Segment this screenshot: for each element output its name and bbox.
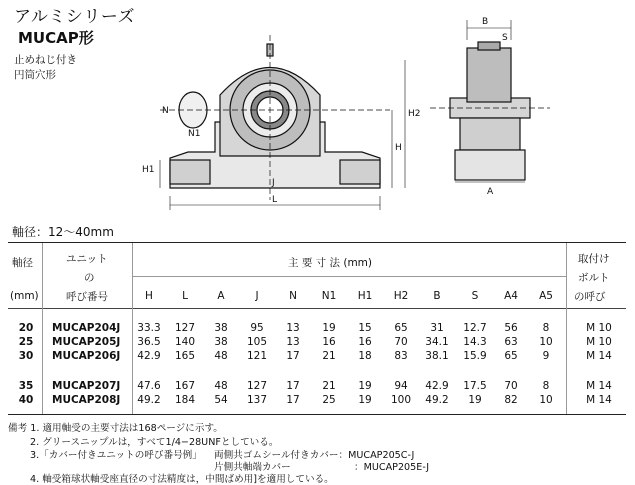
row-dim-h: 33.3 bbox=[137, 322, 161, 334]
row-dim-a: 38 bbox=[214, 322, 228, 334]
note-1: 備考 1. 適用軸受の主要寸法は168ページに示す。 bbox=[8, 423, 223, 434]
label-H1: H1 bbox=[142, 165, 155, 175]
row-dim-l: 127 bbox=[174, 322, 196, 334]
note-3-cover-end: 片側共軸端カバー bbox=[214, 462, 291, 473]
header-dim-n1: N1 bbox=[321, 290, 337, 302]
row-dim-j: 127 bbox=[246, 380, 268, 392]
technical-drawing bbox=[130, 10, 570, 215]
row-dim-h2: 100 bbox=[390, 394, 412, 406]
row-dim-h1: 16 bbox=[358, 336, 372, 348]
label-L: L bbox=[272, 195, 278, 205]
row-dim-a5: 10 bbox=[539, 394, 553, 406]
header-unit-2: の bbox=[84, 272, 95, 284]
label-J: J bbox=[272, 178, 275, 188]
row-dim-n1: 19 bbox=[322, 322, 336, 334]
model-series: MUCAP形 bbox=[18, 29, 94, 47]
row-dim-h2: 94 bbox=[394, 380, 408, 392]
row-dim-n: 13 bbox=[286, 336, 300, 348]
row-dim-j: 105 bbox=[246, 336, 268, 348]
row-bolt: M 14 bbox=[586, 380, 612, 392]
row-dim-a4: 63 bbox=[504, 336, 518, 348]
label-H2: H2 bbox=[408, 109, 421, 119]
label-N: N bbox=[162, 106, 169, 116]
label-S: S bbox=[502, 33, 508, 43]
note-3-cover-end-code: ：MUCAP205E-J bbox=[354, 462, 430, 473]
header-dim-a5: A5 bbox=[539, 290, 553, 302]
note-3: 3.「カバー付きユニットの呼び番号例」 bbox=[30, 450, 202, 461]
row-dim-j: 137 bbox=[246, 394, 268, 406]
row-dim-a: 54 bbox=[214, 394, 228, 406]
row-shaft-diameter: 30 bbox=[18, 350, 34, 362]
row-dim-s: 14.3 bbox=[463, 336, 487, 348]
note-4: 4. 軸受箱球状軸受座直径の寸法精度は，中間ばめ用]を適用している。 bbox=[30, 474, 334, 485]
row-dim-n1: 25 bbox=[322, 394, 336, 406]
row-dim-l: 140 bbox=[174, 336, 196, 348]
row-dim-h2: 65 bbox=[394, 322, 408, 334]
row-dim-h1: 15 bbox=[358, 322, 372, 334]
row-dim-h1: 19 bbox=[358, 394, 372, 406]
table-top-rule bbox=[8, 242, 626, 243]
row-dim-a4: 56 bbox=[504, 322, 518, 334]
header-dim-l: L bbox=[182, 290, 188, 302]
row-unit-number: MUCAP205J bbox=[52, 336, 121, 348]
row-bolt: M 14 bbox=[586, 394, 612, 406]
dims-subrule bbox=[133, 276, 566, 277]
row-bolt: M 10 bbox=[586, 336, 612, 348]
row-dim-h2: 70 bbox=[394, 336, 408, 348]
row-dim-l: 167 bbox=[174, 380, 196, 392]
header-dim-a4: A4 bbox=[504, 290, 518, 302]
row-dim-a5: 8 bbox=[542, 380, 550, 392]
row-dim-s: 15.9 bbox=[463, 350, 487, 362]
header-bolt-2: ボルト bbox=[578, 272, 610, 284]
row-dim-l: 165 bbox=[174, 350, 196, 362]
header-dim-h: H bbox=[145, 290, 153, 302]
row-dim-a: 38 bbox=[214, 336, 228, 348]
label-N1: N1 bbox=[188, 129, 201, 139]
label-H: H bbox=[395, 143, 402, 153]
row-dim-h1: 19 bbox=[358, 380, 372, 392]
row-dim-s: 17.5 bbox=[463, 380, 487, 392]
shaft-range: 軸径：12〜40mm bbox=[12, 225, 114, 239]
col-divider bbox=[42, 243, 43, 414]
header-unit-1: ユニット bbox=[66, 253, 108, 265]
row-dim-a: 48 bbox=[214, 350, 228, 362]
row-dim-a4: 65 bbox=[504, 350, 518, 362]
row-dim-n1: 21 bbox=[322, 380, 336, 392]
table-bottom-rule bbox=[8, 414, 626, 415]
label-A: A bbox=[487, 187, 494, 197]
header-bolt-3: の呼び bbox=[574, 291, 606, 303]
row-dim-b: 31 bbox=[430, 322, 444, 334]
row-dim-h: 49.2 bbox=[137, 394, 161, 406]
row-dim-h: 47.6 bbox=[137, 380, 161, 392]
row-dim-j: 95 bbox=[250, 322, 264, 334]
row-dim-j: 121 bbox=[246, 350, 268, 362]
row-dim-b: 42.9 bbox=[425, 380, 449, 392]
row-shaft-diameter: 40 bbox=[18, 394, 34, 406]
row-unit-number: MUCAP206J bbox=[52, 350, 121, 362]
note-2: 2. グリースニップルは，すべて1/4−28UNFとしている。 bbox=[30, 437, 279, 448]
row-dim-b: 38.1 bbox=[425, 350, 449, 362]
row-dim-h2: 83 bbox=[394, 350, 408, 362]
header-dim-h1: H1 bbox=[357, 290, 373, 302]
row-dim-a5: 8 bbox=[542, 322, 550, 334]
row-dim-n1: 21 bbox=[322, 350, 336, 362]
table-header-rule bbox=[8, 308, 626, 309]
row-shaft-diameter: 25 bbox=[18, 336, 34, 348]
row-dim-b: 34.1 bbox=[425, 336, 449, 348]
header-dim-j: J bbox=[255, 290, 259, 302]
feature-setscrew: 止めねじ付き bbox=[14, 54, 77, 66]
header-dim-n: N bbox=[289, 290, 297, 302]
row-dim-a4: 70 bbox=[504, 380, 518, 392]
row-dim-s: 12.7 bbox=[463, 322, 487, 334]
row-dim-a5: 10 bbox=[539, 336, 553, 348]
header-bolt-1: 取付け bbox=[578, 253, 610, 265]
col-divider bbox=[566, 243, 567, 414]
row-unit-number: MUCAP207J bbox=[52, 380, 121, 392]
row-bolt: M 10 bbox=[586, 322, 612, 334]
header-dim-h2: H2 bbox=[393, 290, 409, 302]
row-dim-h: 36.5 bbox=[137, 336, 161, 348]
row-dim-a4: 82 bbox=[504, 394, 518, 406]
row-dim-a5: 9 bbox=[542, 350, 550, 362]
row-shaft-diameter: 35 bbox=[18, 380, 34, 392]
header-shaft: 軸径 bbox=[12, 257, 33, 269]
header-shaft-unit: (mm) bbox=[10, 290, 39, 302]
row-dim-a: 48 bbox=[214, 380, 228, 392]
row-dim-n: 13 bbox=[286, 322, 300, 334]
row-dim-n: 17 bbox=[286, 380, 300, 392]
row-dim-h: 42.9 bbox=[137, 350, 161, 362]
row-dim-b: 49.2 bbox=[425, 394, 449, 406]
header-dims-title: 主 要 寸 法 (mm) bbox=[288, 257, 372, 269]
row-dim-l: 184 bbox=[174, 394, 196, 406]
header-unit-3: 呼び番号 bbox=[66, 291, 108, 303]
label-B: B bbox=[482, 17, 489, 27]
row-dim-n1: 16 bbox=[322, 336, 336, 348]
row-dim-h1: 18 bbox=[358, 350, 372, 362]
row-unit-number: MUCAP204J bbox=[52, 322, 121, 334]
row-dim-n: 17 bbox=[286, 350, 300, 362]
row-dim-n: 17 bbox=[286, 394, 300, 406]
header-dim-b: B bbox=[433, 290, 441, 302]
row-bolt: M 14 bbox=[586, 350, 612, 362]
row-shaft-diameter: 20 bbox=[18, 322, 34, 334]
note-3-cover-seal: 両側共ゴムシール付きカバー：MUCAP205C-J bbox=[214, 450, 415, 461]
feature-cylindrical-bore: 円筒穴形 bbox=[14, 69, 56, 81]
header-dim-a: A bbox=[217, 290, 225, 302]
header-dim-s: S bbox=[471, 290, 479, 302]
row-unit-number: MUCAP208J bbox=[52, 394, 121, 406]
row-dim-s: 19 bbox=[468, 394, 482, 406]
series-title: アルミシリーズ bbox=[14, 7, 135, 27]
